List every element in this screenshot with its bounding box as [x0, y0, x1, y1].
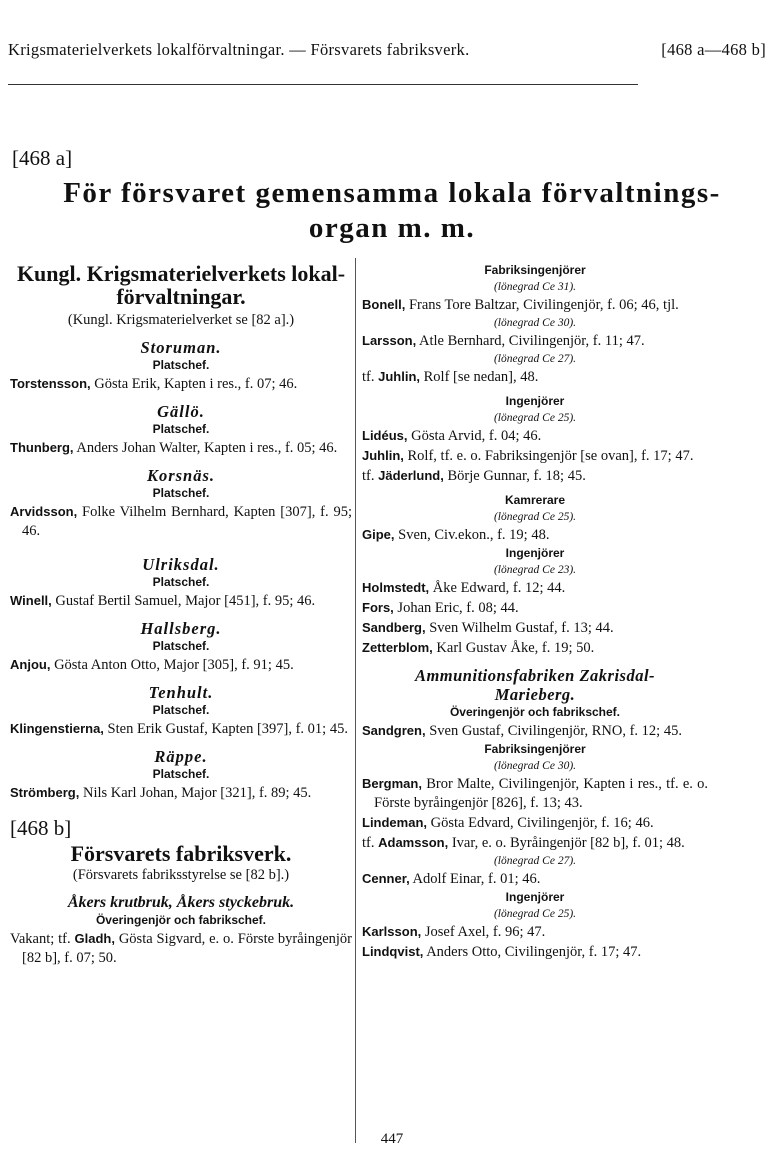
- person-details: Gösta Sigvard, e. o. Förste byråingenjör [82 b], f. 07; 50.: [22, 931, 352, 966]
- place-name: Gällö.: [157, 402, 205, 421]
- person-name: Holmstedt,: [362, 580, 430, 595]
- person-entry: [10, 655, 352, 675]
- person-name: Gipe,: [362, 527, 395, 542]
- krigsmateriel-heading-line-2: förvaltningar.: [116, 284, 246, 309]
- person-entry: [10, 929, 352, 968]
- person-details: Sven Wilhelm Gustaf, f. 13; 44.: [425, 620, 614, 636]
- person-entry: [362, 331, 708, 351]
- person-entry: [362, 598, 708, 618]
- person-details: Nils Karl Johan, Major [321], f. 89; 45.: [79, 785, 312, 801]
- right-column: [362, 262, 708, 962]
- role-fabriksingenjorer: Fabriksingenjörer: [484, 263, 586, 277]
- section-number: [468 a]: [12, 146, 73, 170]
- place-name: Hallsberg.: [140, 619, 222, 638]
- person-entry: [362, 367, 708, 387]
- page-title-line-1: För försvaret gemensamma lokala förvaltnings-: [63, 177, 721, 209]
- person-details: Gösta Arvid, f. 04; 46.: [407, 428, 542, 444]
- role-fabriksingenjorer: Fabriksingenjörer: [484, 742, 586, 756]
- person-details: Frans Tore Baltzar, Civilingenjör, f. 06; 46, tjl.: [405, 297, 679, 313]
- role-platschef: Platschef.: [152, 639, 210, 653]
- person-prefix: tf.: [362, 369, 379, 385]
- place-block: [10, 338, 352, 394]
- person-entry: [362, 295, 708, 315]
- ammunitionsfabriken-title-line-2: Marieberg.: [494, 685, 576, 704]
- place-block: [10, 555, 352, 611]
- person-entry: [10, 374, 352, 394]
- salary-grade: (lönegrad Ce 25).: [493, 908, 577, 920]
- person-name: Juhlin,: [378, 369, 420, 384]
- person-details: Sten Erik Gustaf, Kapten [397], f. 01; 45.: [103, 721, 348, 737]
- person-name: Sandberg,: [362, 620, 426, 635]
- page-number: 447: [380, 1131, 404, 1147]
- person-entry: [362, 721, 708, 741]
- column-divider: [355, 258, 356, 1143]
- place-block: [10, 747, 352, 803]
- role-overingenjor: Överingenjör och fabrikschef.: [95, 913, 267, 927]
- krigsmateriel-subheading: (Kungl. Krigsmaterielverket se [82 a].): [67, 312, 295, 328]
- person-name: Lindeman,: [362, 815, 428, 830]
- salary-grade: (lönegrad Ce 27).: [493, 353, 577, 365]
- person-name: Jäderlund,: [378, 468, 444, 483]
- person-name: Karlsson,: [362, 924, 422, 939]
- person-entry: [10, 591, 352, 611]
- person-name: Zetterblom,: [362, 640, 433, 655]
- person-name: Bergman,: [362, 776, 422, 791]
- place-name: Ulriksdal.: [142, 555, 220, 574]
- place-block: [10, 619, 352, 675]
- person-details: Gösta Erik, Kapten i res., f. 07; 46.: [90, 376, 298, 392]
- person-details: Gösta Edvard, Civilingenjör, f. 16; 46.: [427, 815, 654, 831]
- person-details: Ivar, e. o. Byråingenjör [82 b], f. 01; 48.: [448, 835, 685, 851]
- person-name: Lindqvist,: [362, 944, 424, 959]
- person-details: Rolf, tf. e. o. Fabriksingenjör [se ovan], f. 17; 47.: [403, 448, 694, 464]
- person-details: Adolf Einar, f. 01; 46.: [409, 871, 541, 887]
- person-entry: [362, 446, 708, 466]
- place-name: Tenhult.: [148, 683, 214, 702]
- place-name: Storuman.: [140, 338, 222, 357]
- person-entry: [10, 438, 352, 458]
- running-header: [8, 40, 766, 60]
- role-ingenjorer: Ingenjörer: [505, 890, 565, 904]
- person-entry: [362, 774, 708, 813]
- person-details: Johan Eric, f. 08; 44.: [393, 600, 519, 616]
- person-details: Åke Edward, f. 12; 44.: [429, 580, 566, 596]
- person-details: Anders Johan Walter, Kapten i res., f. 05; 46.: [73, 440, 338, 456]
- salary-grade: (lönegrad Ce 31).: [493, 281, 577, 293]
- person-entry: [362, 466, 708, 486]
- person-details: Gustaf Bertil Samuel, Major [451], f. 95; 46.: [51, 593, 316, 609]
- person-name: Cenner,: [362, 871, 410, 886]
- person-name: Arvidsson,: [10, 504, 78, 519]
- person-prefix: Vakant; tf.: [10, 931, 75, 947]
- subsection-number: [468 b]: [10, 816, 72, 840]
- role-ingenjorer: Ingenjörer: [505, 394, 565, 408]
- person-details: Börje Gunnar, f. 18; 45.: [443, 468, 586, 484]
- person-name: Fors,: [362, 600, 394, 615]
- krigsmateriel-heading-line-1: Kungl. Krigsmaterielverkets lokal-: [16, 261, 346, 286]
- akers-title: Åkers krutbruk, Åkers styckebruk.: [67, 894, 295, 911]
- person-name: Bonell,: [362, 297, 406, 312]
- role-platschef: Platschef.: [152, 767, 210, 781]
- salary-grade: (lönegrad Ce 30).: [493, 317, 577, 329]
- person-details: Josef Axel, f. 96; 47.: [421, 924, 546, 940]
- person-name: Winell,: [10, 593, 52, 608]
- running-header-title: Krigsmaterielverkets lokalförvaltningar. — Försvarets fabriksverk.: [8, 40, 470, 59]
- person-details: Sven, Civ.ekon., f. 19; 48.: [394, 527, 550, 543]
- role-kamrerare: Kamrerare: [504, 493, 566, 507]
- header-rule: [8, 84, 638, 85]
- person-name: Larsson,: [362, 333, 417, 348]
- ammunitionsfabriken-title: [362, 666, 708, 704]
- role-platschef: Platschef.: [152, 422, 210, 436]
- person-details: Folke Vilhelm Bernhard, Kapten [307], f. 95; 46.: [22, 504, 352, 539]
- person-entry: [10, 502, 352, 541]
- place-name: Korsnäs.: [146, 466, 216, 485]
- person-name: Adamsson,: [378, 835, 449, 850]
- person-details: Atle Bernhard, Civilingenjör, f. 11; 47.: [416, 333, 645, 349]
- person-name: Strömberg,: [10, 785, 80, 800]
- page-title-line-2: organ m. m.: [308, 212, 476, 244]
- person-details: Gösta Anton Otto, Major [305], f. 91; 45.: [50, 657, 294, 673]
- person-entry: [362, 922, 708, 942]
- person-name: Anjou,: [10, 657, 51, 672]
- person-entry: [362, 869, 708, 889]
- person-details: Bror Malte, Civilingenjör, Kapten i res., tf. e. o. Förste byråingenjör [826], f. 13; 43.: [374, 776, 708, 811]
- person-prefix: tf.: [362, 835, 379, 851]
- person-entry: [10, 783, 352, 803]
- role-overingenjor: Överingenjör och fabrikschef.: [449, 705, 621, 719]
- person-entry: [10, 719, 352, 739]
- role-platschef: Platschef.: [152, 575, 210, 589]
- person-name: Torstensson,: [10, 376, 91, 391]
- person-details: Anders Otto, Civilingenjör, f. 17; 47.: [423, 944, 642, 960]
- person-details: Karl Gustav Åke, f. 19; 50.: [432, 640, 595, 656]
- page-title: [6, 176, 778, 246]
- running-header-range: [468 a—468 b]: [661, 40, 766, 59]
- salary-grade: (lönegrad Ce 27).: [493, 855, 577, 867]
- salary-grade: (lönegrad Ce 25).: [493, 412, 577, 424]
- ammunitionsfabriken-title-line-1: Ammunitionsfabriken Zakrisdal-: [414, 666, 656, 685]
- krigsmateriel-heading: [10, 262, 352, 308]
- salary-grade: (lönegrad Ce 23).: [493, 564, 577, 576]
- left-column: [10, 262, 352, 968]
- person-entry: [362, 942, 708, 962]
- person-entry: [362, 833, 708, 853]
- salary-grade: (lönegrad Ce 25).: [493, 511, 577, 523]
- person-details: Sven Gustaf, Civilingenjör, RNO, f. 12; 45.: [425, 723, 682, 739]
- person-name: Lidéus,: [362, 428, 408, 443]
- fabriksverk-heading: Försvarets fabriksverk.: [70, 841, 292, 866]
- person-entry: [362, 578, 708, 598]
- person-name: Klingenstierna,: [10, 721, 104, 736]
- place-block: [10, 466, 352, 541]
- person-entry: [362, 618, 708, 638]
- person-name: Thunberg,: [10, 440, 74, 455]
- person-details: Rolf [se nedan], 48.: [420, 369, 539, 385]
- place-name: Räppe.: [154, 747, 208, 766]
- fabriksverk-subheading: (Försvarets fabriksstyrelse se [82 b].): [72, 867, 290, 883]
- role-platschef: Platschef.: [152, 703, 210, 717]
- salary-grade: (lönegrad Ce 30).: [493, 760, 577, 772]
- person-entry: [362, 813, 708, 833]
- person-name: Gladh,: [74, 931, 115, 946]
- person-entry: [362, 426, 708, 446]
- person-name: Juhlin,: [362, 448, 404, 463]
- place-block: [10, 683, 352, 739]
- person-name: Sandgren,: [362, 723, 426, 738]
- person-entry: [362, 525, 708, 545]
- place-block: [10, 402, 352, 458]
- person-entry: [362, 638, 708, 658]
- role-ingenjorer: Ingenjörer: [505, 546, 565, 560]
- role-platschef: Platschef.: [152, 486, 210, 500]
- role-platschef: Platschef.: [152, 358, 210, 372]
- person-prefix: tf.: [362, 468, 379, 484]
